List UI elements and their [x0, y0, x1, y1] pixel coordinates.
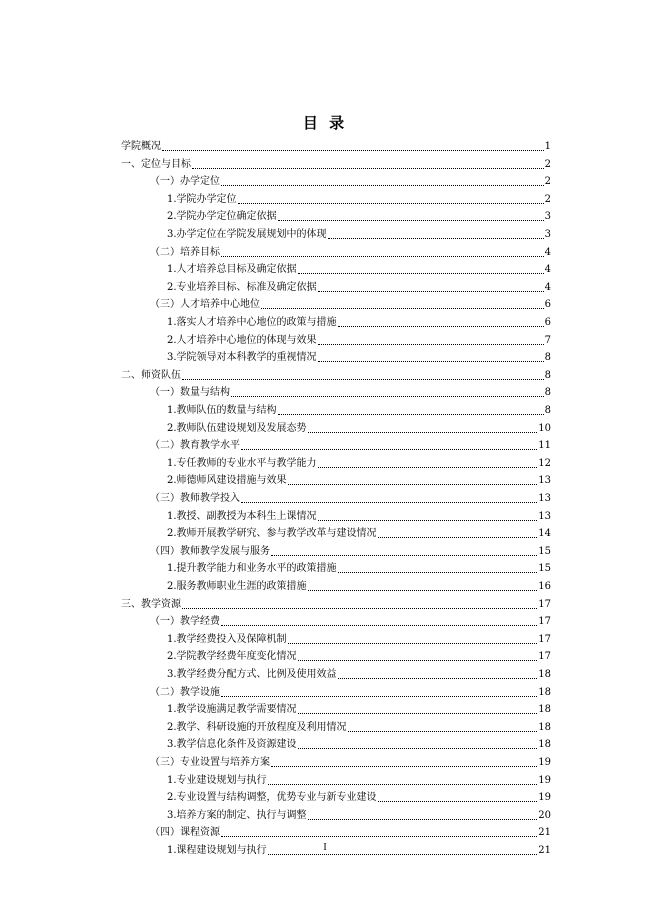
- dot-leader: [318, 520, 538, 521]
- toc-entry-page: 6: [544, 299, 551, 311]
- dot-leader: [271, 766, 537, 767]
- dot-leader: [298, 660, 538, 661]
- toc-entry-page: 8: [544, 369, 551, 381]
- toc-entry[interactable]: [167, 737, 551, 753]
- toc-entry[interactable]: [167, 262, 551, 278]
- toc-entry-label: 3.教学经费分配方式、比例及使用效益: [167, 669, 337, 680]
- toc-entry-label: 1.专任教师的专业水平与教学能力: [167, 457, 317, 469]
- dot-leader: [378, 801, 538, 802]
- toc-entry-label: 2.学院教学经费年度变化情况: [167, 651, 297, 663]
- toc-entry-label: 1.人才培养总目标及确定依据: [167, 264, 297, 276]
- toc-entry[interactable]: [167, 209, 551, 225]
- toc-entry-page: 1: [544, 141, 551, 152]
- toc-entry-page: 17: [538, 633, 551, 645]
- toc-entry-page: 2: [544, 193, 551, 205]
- toc-entry[interactable]: [167, 333, 551, 349]
- toc-entry-page: 20: [538, 809, 551, 821]
- dot-leader: [221, 836, 537, 837]
- dot-leader: [261, 308, 544, 309]
- toc-entry-label: 1.课程建设规划与执行: [167, 845, 267, 856]
- toc-entry-page: 12: [538, 457, 551, 469]
- toc-entry[interactable]: [121, 368, 551, 384]
- toc-entry[interactable]: [167, 473, 551, 489]
- dot-leader: [298, 713, 538, 714]
- dot-leader: [298, 748, 538, 749]
- dot-leader: [192, 168, 544, 169]
- dot-leader: [241, 502, 537, 503]
- dot-leader: [318, 361, 544, 362]
- toc-entry-page: 13: [538, 510, 551, 522]
- dot-leader: [298, 273, 544, 274]
- toc-entry[interactable]: [150, 438, 551, 454]
- dot-leader: [268, 784, 538, 785]
- dot-leader: [318, 291, 544, 292]
- toc-entry-label: 1.提升教学能力和业务水平的政策措施: [167, 563, 337, 575]
- toc-entry-page: 17: [538, 616, 551, 628]
- toc-entry-page: 18: [538, 739, 551, 751]
- toc-entry-page: 14: [538, 528, 551, 540]
- toc-entry-label: 3.培养方案的制定、执行与调整: [167, 809, 307, 821]
- dot-leader: [182, 608, 537, 609]
- toc-entry-page: 15: [538, 545, 551, 557]
- toc-entry[interactable]: [150, 755, 551, 771]
- toc-entry[interactable]: [167, 421, 551, 437]
- toc-entry-page: 3: [544, 229, 551, 240]
- toc-entry-label: （三）教师教学投入: [150, 493, 240, 504]
- toc-entry-page: 21: [538, 845, 551, 856]
- toc-entry-page: 4: [544, 264, 551, 276]
- toc-entry-label: 3.学院领导对本科教学的重视情况: [167, 352, 317, 364]
- toc-entry[interactable]: [150, 245, 551, 261]
- toc-entry-label: 2.专业培养目标、标准及确定依据: [167, 281, 317, 293]
- toc-entry[interactable]: [167, 526, 551, 542]
- dot-leader: [338, 678, 538, 679]
- dot-leader: [288, 643, 538, 644]
- toc-entry-label: 1.学院办学定位: [167, 193, 237, 205]
- toc-entry-page: 19: [538, 757, 551, 768]
- dot-leader: [318, 344, 544, 345]
- toc-entry[interactable]: [167, 773, 551, 789]
- dot-leader: [378, 537, 538, 538]
- toc-entry-page: 19: [538, 792, 551, 804]
- toc-entry-label: （三）人才培养中心地位: [150, 299, 260, 311]
- toc-entry-label: 2.学院办学定位确定依据: [167, 211, 277, 223]
- toc-entry-label: 1.教学设施满足教学需要情况: [167, 704, 297, 716]
- toc-entry-label: （一）教学经费: [150, 616, 220, 628]
- toc-entry-label: 二、师资队伍: [121, 369, 181, 381]
- dot-leader: [278, 414, 544, 415]
- toc-entry[interactable]: [167, 667, 551, 683]
- dot-leader: [238, 203, 544, 204]
- dot-leader: [338, 572, 538, 573]
- toc-entry-label: 一、定位与目标: [121, 158, 191, 170]
- toc-entry[interactable]: [167, 192, 551, 208]
- toc-entry-label: 1.落实人才培养中心地位的政策与措施: [167, 317, 337, 328]
- toc-entry[interactable]: [167, 720, 551, 736]
- dot-leader: [348, 731, 538, 732]
- toc-entry-label: （三）专业设置与培养方案: [150, 757, 270, 768]
- dot-leader: [308, 819, 538, 820]
- dot-leader: [288, 484, 538, 485]
- toc-entry-label: 3.教学信息化条件及资源建设: [167, 739, 297, 751]
- toc-entry[interactable]: [150, 174, 551, 190]
- toc-entry-page: 6: [544, 317, 551, 328]
- toc-entry-page: 17: [538, 598, 551, 610]
- toc-entry-label: 三、教学资源: [121, 598, 181, 610]
- dot-leader: [328, 238, 544, 239]
- toc-entry[interactable]: [150, 385, 551, 401]
- toc-entry-page: 8: [544, 387, 551, 399]
- toc-entry-label: 1.教学经费投入及保障机制: [167, 633, 287, 645]
- toc-entry[interactable]: [150, 297, 551, 313]
- toc-entry-page: 2: [544, 176, 551, 188]
- toc-entry-label: （一）数量与结构: [150, 387, 230, 399]
- toc-entry-page: 8: [544, 352, 551, 364]
- dot-leader: [162, 150, 544, 151]
- dot-leader: [221, 185, 544, 186]
- toc-entry-label: 1.教师队伍的数量与结构: [167, 405, 277, 416]
- toc-entry-label: 2.专业设置与结构调整，优势专业与新专业建设: [167, 792, 377, 804]
- toc-entry[interactable]: [150, 614, 551, 630]
- dot-leader: [271, 555, 537, 556]
- toc-entry-page: 2: [544, 158, 551, 170]
- dot-leader: [182, 379, 544, 380]
- toc-entry-page: 16: [538, 581, 551, 592]
- toc-entry[interactable]: [167, 456, 551, 472]
- toc-entry-page: 18: [538, 686, 551, 698]
- dot-leader: [221, 256, 544, 257]
- toc-entry[interactable]: [150, 491, 551, 507]
- toc-entry[interactable]: [167, 350, 551, 366]
- toc-entry-label: 3.办学定位在学院发展规划中的体现: [167, 229, 327, 240]
- toc-entry-page: 21: [538, 827, 551, 839]
- toc-entry-page: 17: [538, 651, 551, 663]
- toc-entry-page: 13: [538, 475, 551, 487]
- toc-entry-page: 18: [538, 721, 551, 733]
- toc-entry-label: 2.服务教师职业生涯的政策措施: [167, 581, 307, 592]
- toc-entry-label: 2.人才培养中心地位的体现与效果: [167, 334, 317, 346]
- dot-leader: [231, 396, 544, 397]
- toc-entry-label: （二）培养目标: [150, 246, 220, 258]
- dot-leader: [221, 625, 537, 626]
- toc-entry-page: 3: [544, 211, 551, 223]
- dot-leader: [338, 326, 544, 327]
- toc-entry-page: 10: [538, 422, 551, 434]
- toc-entry[interactable]: [167, 403, 551, 419]
- dot-leader: [268, 854, 538, 855]
- dot-leader: [318, 467, 538, 468]
- toc-entry[interactable]: [167, 702, 551, 718]
- toc-entry[interactable]: [150, 825, 551, 841]
- toc-entry[interactable]: [167, 227, 551, 243]
- dot-leader: [308, 432, 538, 433]
- dot-leader: [241, 449, 537, 450]
- toc-entry[interactable]: [167, 509, 551, 525]
- toc-entry-label: （四）教师教学发展与服务: [150, 545, 270, 557]
- toc-entry-label: 2.教师队伍建设规划及发展态势: [167, 422, 307, 434]
- toc-entry[interactable]: [150, 685, 551, 701]
- toc-entry-label: 2.教学、科研设施的开放程度及利用情况: [167, 721, 347, 733]
- toc-entry[interactable]: [167, 808, 551, 824]
- dot-leader: [221, 696, 537, 697]
- toc-entry-label: （二）教育教学水平: [150, 440, 240, 452]
- toc-entry-page: 8: [544, 405, 551, 416]
- toc-entry-label: 2.师德师风建设措施与效果: [167, 475, 287, 487]
- toc-entry[interactable]: [121, 597, 551, 613]
- toc-entry[interactable]: [167, 280, 551, 296]
- toc-entry-label: 1.教授、副教授为本科生上课情况: [167, 510, 317, 522]
- toc-entry[interactable]: [167, 561, 551, 577]
- toc-entry[interactable]: [167, 632, 551, 648]
- toc-entry-page: 4: [544, 246, 551, 258]
- toc-entry-label: 1.专业建设规划与执行: [167, 774, 267, 786]
- toc-entry-label: （二）教学设施: [150, 686, 220, 698]
- toc-entry-page: 7: [544, 334, 551, 346]
- toc-entry-page: 18: [538, 669, 551, 680]
- toc-entry-label: 学院概况: [121, 141, 161, 152]
- toc-entry-label: （一）办学定位: [150, 176, 220, 188]
- toc-entry-page: 18: [538, 704, 551, 716]
- toc-entry[interactable]: [121, 157, 551, 173]
- toc-entry[interactable]: [167, 649, 551, 665]
- page-number: I: [323, 842, 327, 853]
- toc-entry-page: 19: [538, 774, 551, 786]
- toc-entry-page: 4: [544, 281, 551, 293]
- toc-entry[interactable]: [121, 139, 551, 155]
- toc-entry-page: 15: [538, 563, 551, 575]
- dot-leader: [278, 220, 544, 221]
- toc-entry[interactable]: [167, 315, 551, 331]
- dot-leader: [308, 590, 538, 591]
- toc-entry-label: （四）课程资源: [150, 827, 220, 839]
- toc-entry[interactable]: [150, 544, 551, 560]
- toc-entry-page: 13: [538, 493, 551, 504]
- toc-entry-label: 2.教师开展教学研究、参与教学改革与建设情况: [167, 528, 377, 540]
- toc-entry[interactable]: [167, 579, 551, 595]
- toc-entry[interactable]: [167, 790, 551, 806]
- toc-entry-page: 11: [538, 440, 551, 452]
- toc-title: 目 录: [302, 114, 348, 132]
